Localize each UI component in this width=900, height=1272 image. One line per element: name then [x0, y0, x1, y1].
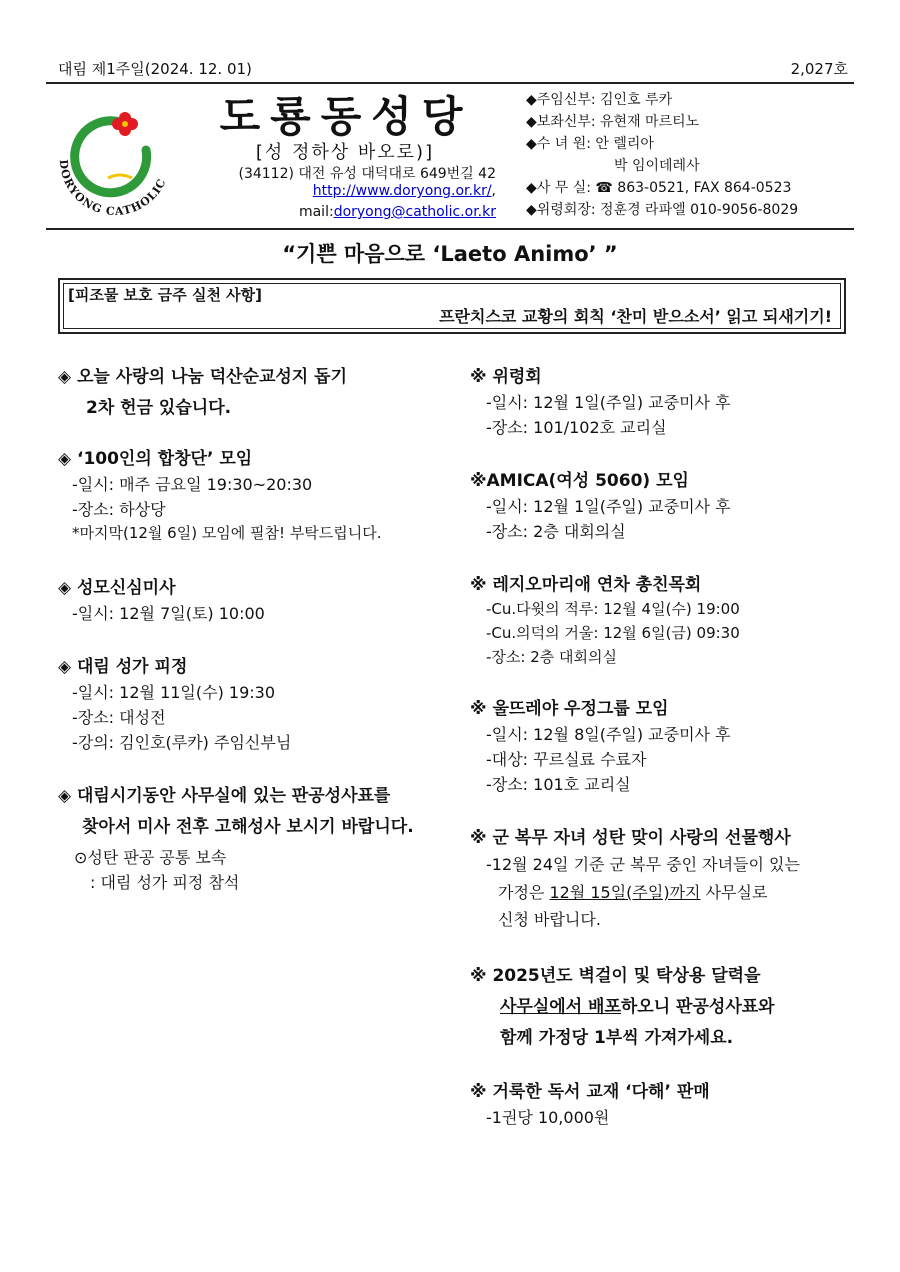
staff-convent: ◆수 녀 원: 안 렐리아	[526, 136, 654, 152]
issue-number: 2,027호	[790, 60, 848, 78]
left-s1-line1: ◈ 오늘 사랑의 나눔 덕산순교성지 돕기	[58, 367, 347, 387]
left-s2-l2: -장소: 하상당	[72, 500, 166, 519]
right-r5-l2	[498, 880, 767, 903]
right-r6-l2	[500, 992, 775, 1017]
left-s1-line2: 2차 헌금 있습니다.	[86, 398, 232, 418]
notice-title: [피조물 보호 금주 실천 사항]	[68, 286, 262, 304]
left-s5-line2: 찾아서 미사 전후 고해성사 보시기 바랍니다.	[82, 817, 414, 837]
church-name: 도룡동성당	[219, 92, 473, 141]
right-r1-l1: -일시: 12월 1일(주일) 교중미사 후	[486, 393, 731, 412]
left-s4-l3: -강의: 김인호(루카) 주임신부님	[72, 733, 292, 752]
right-r7-title: ※ 거룩한 독서 교재 ‘다해’ 판매	[470, 1082, 710, 1102]
right-r1-title: ※ 위령회	[470, 367, 542, 387]
right-r5-l2a: 가정은	[498, 883, 550, 902]
church-mail-link[interactable]: doryong@catholic.or.kr	[333, 204, 496, 220]
left-s5-line1: ◈ 대림시기동안 사무실에 있는 판공성사표를	[58, 786, 391, 806]
right-r7-l1: -1권당 10,000원	[486, 1108, 610, 1127]
left-s2-l1: -일시: 매주 금요일 19:30~20:30	[72, 475, 313, 494]
right-r3-title: ※ 레지오마리애 연차 총친목회	[470, 575, 702, 595]
logo-text: DORYONG CATHOLIC	[56, 158, 169, 215]
right-r6-l1: ※ 2025년도 벽걸이 및 탁상용 달력을	[470, 966, 761, 986]
motto: “기쁜 마음으로 ‘Laeto Animo’ ”	[282, 242, 618, 266]
church-patron: [성 정하상 바오로)]	[255, 142, 435, 163]
right-r3-l3: -장소: 2층 대회의실	[486, 648, 617, 666]
church-logo	[50, 100, 180, 215]
left-s3-l1: -일시: 12월 7일(토) 10:00	[72, 604, 265, 623]
left-s5-l1: ⊙성탄 판공 공통 보속	[74, 848, 227, 867]
left-s5-l2: : 대림 성가 피정 참석	[90, 873, 240, 892]
left-s3-title: ◈ 성모신심미사	[58, 578, 176, 598]
right-r4-title: ※ 울뜨레야 우정그룹 모임	[470, 699, 669, 719]
notice-box	[58, 278, 846, 334]
left-s2-l3: *마지막(12월 6일) 모임에 필참! 부탁드립니다.	[72, 524, 382, 542]
staff-pastor: ◆주임신부: 김인호 루카	[526, 92, 673, 108]
right-r5-title: ※ 군 복무 자녀 성탄 맞이 사랑의 선물행사	[470, 828, 791, 848]
right-r5-l2c: 사무실로	[700, 883, 768, 902]
right-r6-l2b: 하오니 판공성사표와	[620, 997, 775, 1017]
staff-commemoration: ◆위령회장: 정훈경 라파엘 010-9056-8029	[526, 202, 799, 218]
right-r4-l2: -대상: 꾸르실료 수료자	[486, 750, 647, 769]
notice-text: 프란치스코 교황의 회칙 ‘찬미 받으소서’ 읽고 되새기기!	[439, 307, 832, 326]
right-r6-l2a: 사무실에서 배포	[500, 997, 621, 1017]
left-s4-l2: -장소: 대성전	[72, 708, 166, 727]
right-r5-l1: -12월 24일 기준 군 복무 중인 자녀들이 있는	[486, 855, 800, 874]
staff-convent-2: 박 임이데레사	[614, 158, 700, 174]
right-r3-l1: -Cu.다윗의 적루: 12월 4일(수) 19:00	[486, 600, 740, 618]
left-s4-title: ◈ 대림 성가 피정	[58, 657, 188, 677]
right-r3-l2: -Cu.의덕의 거울: 12월 6일(금) 09:30	[486, 624, 740, 642]
right-r2-title: ※AMICA(여성 5060) 모임	[470, 471, 689, 491]
left-s4-l1: -일시: 12월 11일(수) 19:30	[72, 683, 276, 702]
church-mail-line	[196, 204, 496, 220]
church-url-suffix: ,	[491, 183, 496, 199]
right-r1-l2: -장소: 101/102호 교리실	[486, 418, 667, 437]
right-r2-l2: -장소: 2층 대회의실	[486, 522, 626, 541]
right-r2-l1: -일시: 12월 1일(주일) 교중미사 후	[486, 497, 731, 516]
left-s2-title: ◈ ‘100인의 합창단’ 모임	[58, 449, 253, 469]
church-url-link[interactable]: http://www.doryong.or.kr/	[312, 183, 492, 199]
staff-office: ◆사 무 실: ☎ 863-0521, FAX 864-0523	[526, 180, 792, 196]
staff-assistant: ◆보좌신부: 유현재 마르티노	[526, 114, 700, 130]
church-address: (34112) 대전 유성 대덕대로 649번길 42	[238, 166, 496, 182]
right-r5-deadline: 12월 15일(주일)까지	[549, 883, 701, 902]
date-line: 대림 제1주일(2024. 12. 01)	[58, 60, 252, 78]
header-divider	[46, 228, 854, 230]
right-r4-l3: -장소: 101호 교리실	[486, 775, 631, 794]
church-url-line	[196, 183, 496, 199]
mail-prefix: mail:	[298, 204, 334, 220]
right-r4-l1: -일시: 12월 8일(주일) 교중미사 후	[486, 725, 731, 744]
right-r5-l3: 신청 바랍니다.	[498, 910, 601, 929]
right-r6-l3: 함께 가정당 1부씩 가져가세요.	[500, 1028, 734, 1048]
